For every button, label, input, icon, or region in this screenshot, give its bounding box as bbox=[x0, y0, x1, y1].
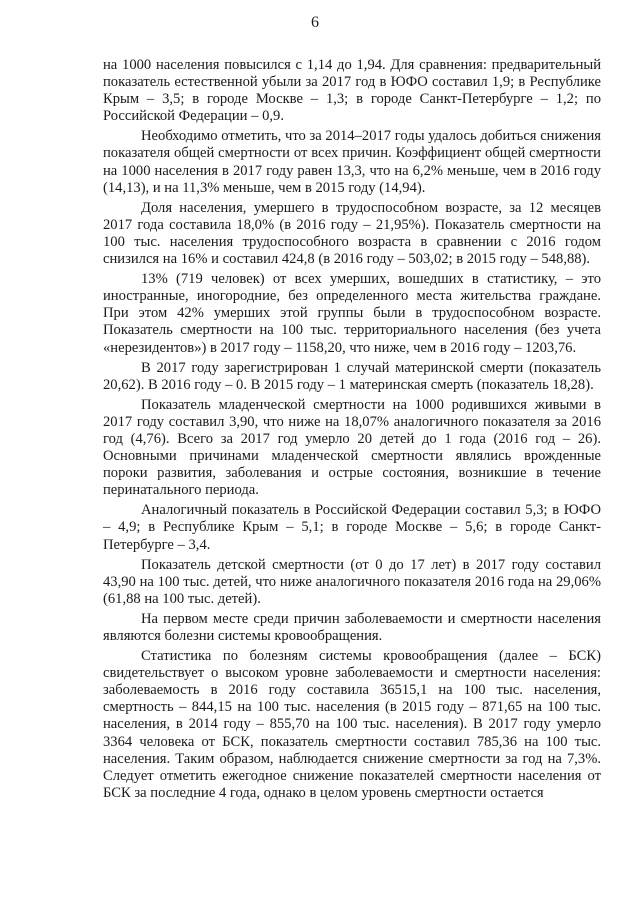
paragraph-circulatory-statistics: Статистика по болезням системы кровообращения (далее – БСК) свидетельствует о высоком уровне заболеваемости и смертности населения: заболеваемость в 2016 году составила 36515,1 на 100 тыс. населения, смертность – 844,15 на 100 тыс. населения (в 2015 году – 871,65 на 100 тыс. населения, в 2014 году – 855,70 на 100 тыс. населения). В 2017 году умерло 3364 человека от БСК, показатель смертности составил 785,36 на 100 тыс. населения. Таким образом, наблюдается снижение смертности за год на 7,3%. Следует отметить ежегодное снижение показателей смертности населения от БСК за последние 4 года, однако в целом уровень смертности остается bbox=[103, 648, 601, 801]
page-number: 6 bbox=[311, 14, 319, 31]
document-body bbox=[103, 57, 601, 805]
paragraph-circulatory-leading: На первом месте среди причин заболеваемости и смертности населения являются болезни системы кровообращения. bbox=[103, 610, 601, 644]
paragraph-general-mortality: Необходимо отметить, что за 2014–2017 годы удалось добиться снижения показателя общей смертности от всех причин. Коэффициент общей смертности на 1000 населения в 2017 году равен 13,3, что на 6,2% меньше, чем в 2016 году (14,13), и на 11,3% меньше, чем в 2015 году (14,94). bbox=[103, 128, 601, 196]
paragraph-child-mortality: Показатель детской смертности (от 0 до 17 лет) в 2017 году составил 43,90 на 100 тыс. детей, что ниже аналогичного показателя 2016 года на 29,06% (61,88 на 100 тыс. детей). bbox=[103, 556, 601, 607]
paragraph-nonresidents: 13% (719 человек) от всех умерших, вошедших в статистику, – это иностранные, иногородние, без определенного места жительства граждане. При этом 42% умерших этой группы были в трудоспособном возрасте. Показатель смертности на 100 тыс. территориального населения (без учета «нерезидентов») в 2017 году – 1158,20, что ниже, чем в 2016 году – 1203,76. bbox=[103, 271, 601, 356]
paragraph-infant-mortality: Показатель младенческой смертности на 1000 родившихся живыми в 2017 году составил 3,90, что ниже на 18,07% аналогичного показателя за 2016 год (4,76). Всего за 2017 год умерло 20 детей до 1 года (2016 год – 26). Основными причинами младенческой смертности являлись врожденные пороки развития, заболевания и острые состояния, возникшие в течение перинатального периода. bbox=[103, 396, 601, 499]
paragraph-maternal-mortality: В 2017 году зарегистрирован 1 случай материнской смерти (показатель 20,62). В 2016 году – 0. В 2015 году – 1 материнская смерть (показатель 18,28). bbox=[103, 359, 601, 393]
paragraph-infant-comparison: Аналогичный показатель в Российской Федерации составил 5,3; в ЮФО – 4,9; в Республике Крым – 5,1; в городе Москве – 5,6; в городе Санкт-Петербурге – 3,4. bbox=[103, 502, 601, 553]
paragraph-working-age-mortality: Доля населения, умершего в трудоспособном возрасте, за 12 месяцев 2017 года составила 18,0% (в 2016 году – 21,95%). Показатель смертности на 100 тыс. населения трудоспособного возраста в сравнении с 2016 годом снизился на 16% и составил 424,8 (в 2016 году – 503,02; в 2015 году – 548,88). bbox=[103, 199, 601, 268]
paragraph-natural-decline: на 1000 населения повысился с 1,14 до 1,94. Для сравнения: предварительный показатель естественной убыли за 2017 год в ЮФО составил 1,9; в Республике Крым – 3,5; в городе Москве – 1,3; в городе Санкт-Петербурге – 1,2; по Российской Федерации – 0,9. bbox=[103, 57, 601, 125]
